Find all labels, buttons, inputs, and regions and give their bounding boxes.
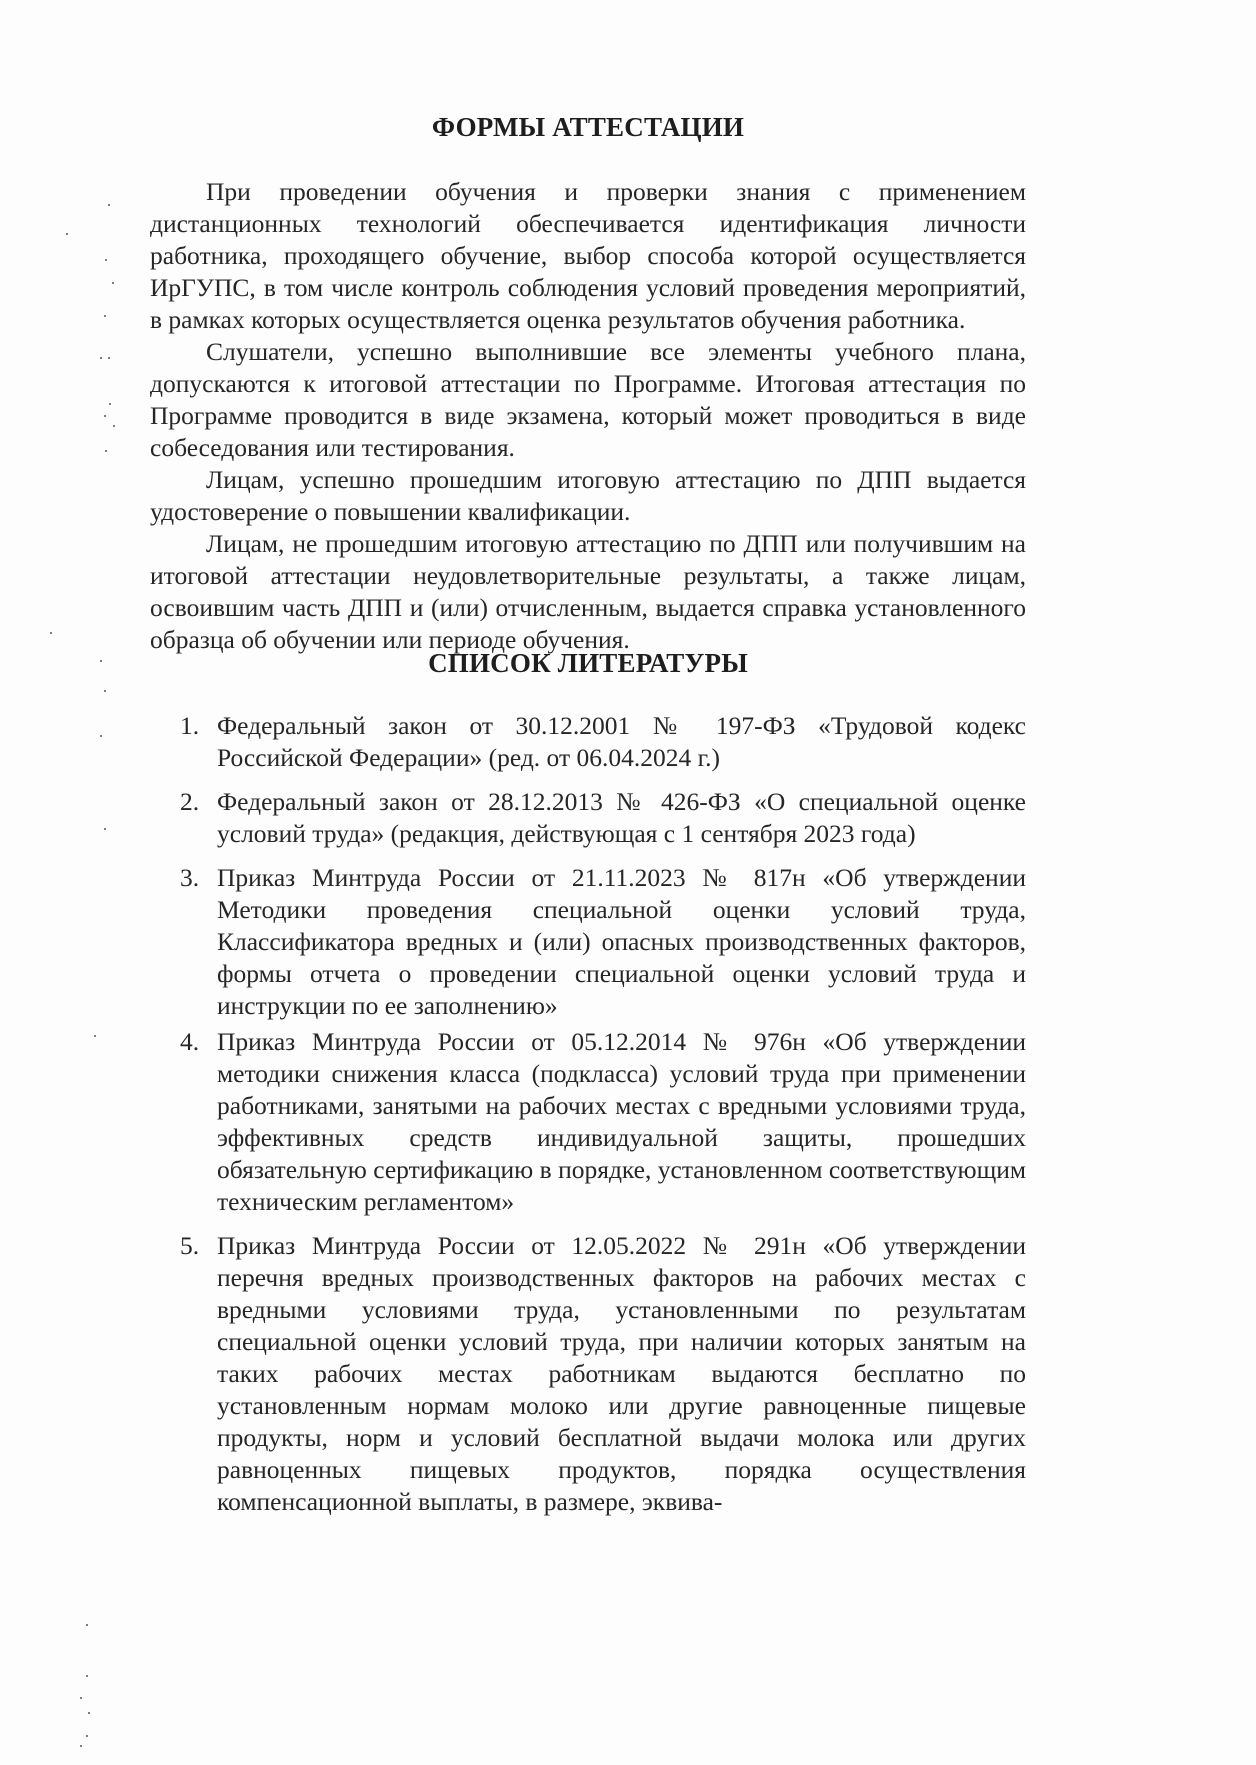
reference-number: 3. bbox=[180, 863, 200, 892]
scan-speck bbox=[94, 1035, 96, 1037]
scan-speck bbox=[100, 735, 102, 737]
scan-speck bbox=[104, 828, 106, 830]
scan-speck bbox=[104, 690, 106, 692]
paragraph: Лицам, успешно прошедшим итоговую аттестацию по ДПП выдается удостоверение о повышении квалификации. bbox=[150, 465, 1026, 526]
scan-speck bbox=[109, 403, 111, 405]
reference-number: 5. bbox=[180, 1231, 200, 1260]
scan-speck bbox=[104, 315, 106, 317]
scan-speck bbox=[86, 1624, 88, 1626]
scan-speck bbox=[88, 1712, 90, 1714]
paragraph: При проведении обучения и проверки знания с применением дистанционных технологий обеспечивается идентификация личности работника, проходящего обучение, выбор способа которой осуществляется ИрГУПС, в том числе контроль соблюдения условий проведения мероприятий, в рамках которых осуществляется оценка результатов обучения работника. bbox=[150, 177, 1026, 334]
reference-text: Федеральный закон от 30.12.2001 № 197-ФЗ «Трудовой кодекс Российской Федерации» (ред. от 06.04.2024 г.) bbox=[217, 711, 1026, 772]
scan-speck bbox=[80, 1745, 82, 1747]
reference-number: 1. bbox=[180, 711, 200, 740]
reference-item bbox=[180, 710, 1026, 774]
attestation-body bbox=[150, 176, 1026, 656]
scan-speck bbox=[105, 450, 107, 452]
scan-speck bbox=[104, 415, 106, 417]
scan-speck bbox=[66, 233, 68, 235]
scan-speck bbox=[80, 1697, 82, 1699]
scan-speck bbox=[100, 660, 102, 662]
scan-speck bbox=[50, 632, 52, 634]
reference-number: 2. bbox=[180, 787, 200, 816]
reference-text: Приказ Минтруда России от 05.12.2014 № 976н «Об утверждении методики снижения класса (подкласса) условий труда при применении работниками, занятыми на рабочих местах с вредными условиями труда, эффективных средств индивидуальной защиты, прошедших обязательную сертификацию в порядке, установленном соответствующим техническим регламентом» bbox=[217, 1027, 1026, 1216]
references-list bbox=[180, 710, 1026, 1518]
section-title-references: СПИСОК ЛИТЕРАТУРЫ bbox=[428, 648, 748, 678]
scan-speck bbox=[86, 1735, 88, 1737]
scan-speck bbox=[108, 204, 110, 206]
reference-text: Приказ Минтруда России от 12.05.2022 № 291н «Об утверждении перечня вредных производственных факторов на рабочих местах с вредными условиями труда, установленными по результатам специальной оценки условий труда, при наличии которых занятым на таких рабочих местах работникам выдаются бесплатно по установленным нормам молоко или другие равноценные пищевые продукты, норм и условий бесплатной выдачи молока или других равноценных пищевых продуктов, порядка осуществления компенсационной выплаты, в размере, эквива- bbox=[217, 1231, 1026, 1516]
reference-number: 4. bbox=[180, 1027, 200, 1056]
section-title-attestation: ФОРМЫ АТТЕСТАЦИИ bbox=[431, 112, 745, 142]
scan-speck bbox=[113, 425, 115, 427]
scan-speck bbox=[86, 1675, 88, 1677]
scan-speck bbox=[100, 357, 102, 359]
reference-text: Приказ Минтруда России от 21.11.2023 № 817н «Об утверждении Методики проведения специальной оценки условий труда, Классификатора вредных и (или) опасных производственных факторов, формы отчета о проведении специальной оценки условий труда и инструкции по ее заполнению» bbox=[217, 863, 1026, 1020]
reference-item bbox=[180, 786, 1026, 850]
reference-item bbox=[180, 1026, 1026, 1218]
scan-speck bbox=[112, 282, 114, 284]
reference-text: Федеральный закон от 28.12.2013 № 426-ФЗ «О специальной оценке условий труда» (редакция, действующая с 1 сентября 2023 года) bbox=[217, 787, 1026, 848]
paragraph: Лицам, не прошедшим итоговую аттестацию по ДПП или получившим на итоговой аттестации неудовлетворительные результаты, а также лицам, освоившим часть ДПП и (или) отчисленным, выдается справка установленного образца об обучении или периоде обучения. bbox=[150, 529, 1026, 654]
reference-item bbox=[180, 1230, 1026, 1518]
scan-speck bbox=[108, 357, 110, 359]
scan-speck bbox=[105, 259, 107, 261]
paragraph: Слушатели, успешно выполнившие все элементы учебного плана, допускаются к итоговой аттестации по Программе. Итоговая аттестация по Программе проводится в виде экзамена, который может проводиться в виде собеседования или тестирования. bbox=[150, 337, 1026, 462]
reference-item bbox=[180, 862, 1026, 1022]
